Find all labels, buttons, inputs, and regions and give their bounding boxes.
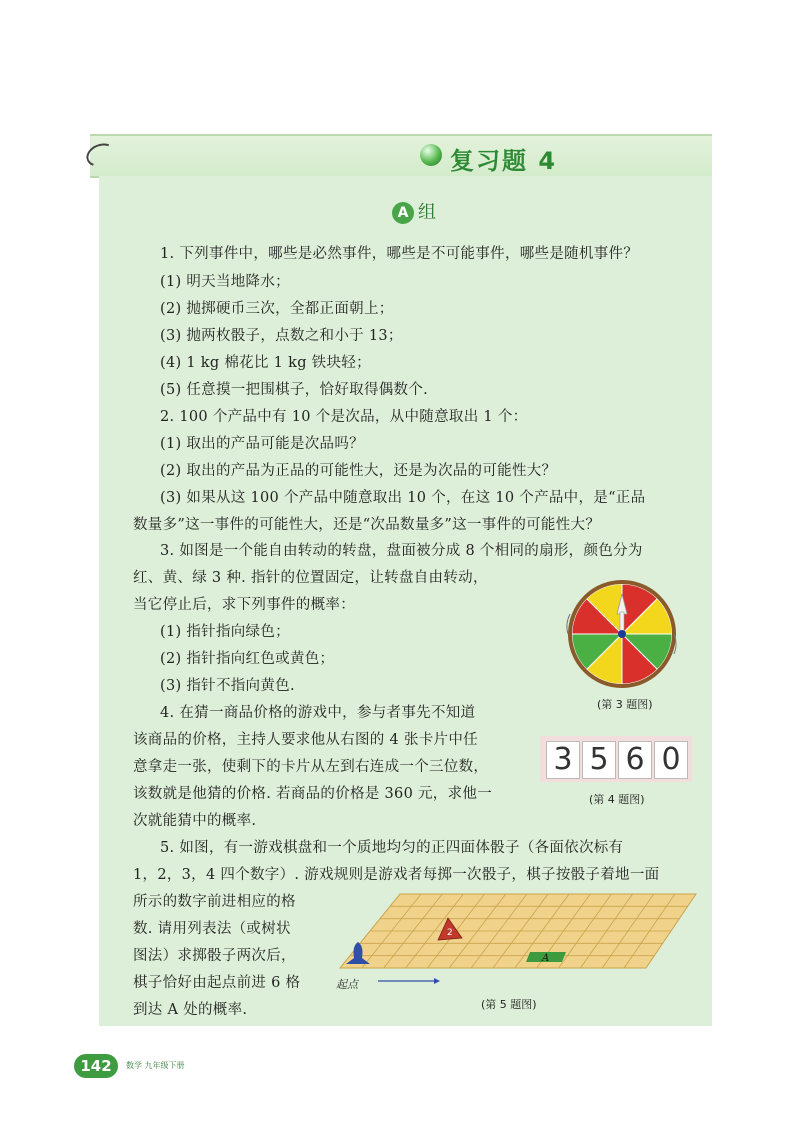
text-line: 棋子恰好由起点前进 6 格: [133, 975, 301, 991]
text-line: 图法）求掷骰子两次后，: [133, 948, 296, 964]
text-line: 4. 在猜一商品价格的游戏中，参与者事先不知道: [160, 705, 476, 721]
text-line: (2) 取出的产品为正品的可能性大，还是为次品的可能性大？: [160, 463, 557, 479]
text-line: 2. 100 个产品中有 10 个是次品，从中随意取出 1 个：: [160, 409, 528, 425]
section-title: 复习题 4: [450, 147, 558, 175]
spinner-caption: (第 3 题图): [597, 698, 653, 711]
number-card: 6: [618, 741, 652, 779]
number-cards: [540, 736, 692, 782]
spinner-hub: [618, 630, 626, 638]
title-bar: [90, 134, 712, 178]
group-label: [392, 198, 436, 224]
page-number: 142: [74, 1054, 118, 1078]
text-line: (3) 抛两枚骰子，点数之和小于 13；: [160, 328, 403, 344]
text-line: 意拿走一张，使剩下的卡片从左到右连成一个三位数，: [133, 759, 489, 775]
spinner-figure: [560, 574, 690, 694]
text-line: 1，2，3，4 四个数字）. 游戏规则是游戏者每掷一次骰子，棋子按骰子着地一面: [133, 867, 660, 883]
board-caption: (第 5 题图): [481, 998, 537, 1011]
text-line: (1) 指针指向绿色；: [160, 624, 290, 640]
footer-book-title: 数学 九年级下册: [126, 1061, 185, 1070]
text-line: 数. 请用列表法（或树状: [133, 921, 291, 937]
swirl-decoration: [83, 140, 119, 171]
globe-icon: [420, 144, 442, 166]
board-start-label: 起点: [336, 978, 358, 991]
text-line: (5) 任意摸一把围棋子，恰好取得偶数个.: [160, 382, 429, 398]
text-line: 红、黄、绿 3 种. 指针的位置固定，让转盘自由转动，: [133, 570, 488, 586]
number-card: 3: [546, 741, 580, 779]
text-line: 该数就是他猜的价格. 若商品的价格是 360 元，求他一: [133, 786, 493, 802]
text-line: 到达 A 处的概率.: [133, 1002, 248, 1018]
group-letter-badge: A: [392, 202, 414, 224]
text-line: (4) 1 kg 棉花比 1 kg 铁块轻；: [160, 355, 371, 371]
text-line: 3. 如图是一个能自由转动的转盘，盘面被分成 8 个相同的扇形，颜色分为: [160, 543, 643, 559]
text-line: 当它停止后，求下列事件的概率：: [133, 597, 355, 613]
text-line: (1) 取出的产品可能是次品吗？: [160, 436, 364, 452]
arrow-head-icon: [434, 978, 440, 984]
group-text: 组: [418, 202, 436, 223]
target-label: A: [542, 953, 550, 964]
text-line: (2) 指针指向红色或黄色；: [160, 651, 335, 667]
die-face-number: 2: [447, 928, 453, 938]
text-line: 该商品的价格，主持人要求他从右图的 4 张卡片中任: [133, 732, 478, 748]
text-line: (3) 指针不指向黄色.: [160, 678, 295, 694]
text-line: 次就能猜中的概率.: [133, 813, 257, 829]
text-line: 1. 下列事件中，哪些是必然事件，哪些是不可能事件，哪些是随机事件？: [160, 246, 639, 262]
text-line: (2) 抛掷硬币三次，全都正面朝上；: [160, 301, 394, 317]
text-line: 5. 如图，有一游戏棋盘和一个质地均匀的正四面体骰子（各面依次标有: [160, 840, 624, 856]
game-board-figure: [330, 888, 700, 988]
cards-caption: (第 4 题图): [589, 793, 645, 806]
text-line: (3) 如果从这 100 个产品中随意取出 10 个，在这 10 个产品中，是“正品: [160, 490, 646, 506]
text-line: 数量多”这一事件的可能性大，还是“次品数量多”这一事件的可能性大？: [133, 517, 601, 533]
number-card: 5: [582, 741, 616, 779]
text-line: 所示的数字前进相应的格: [133, 894, 296, 910]
number-card: 0: [654, 741, 688, 779]
text-line: (1) 明天当地降水；: [160, 274, 290, 290]
